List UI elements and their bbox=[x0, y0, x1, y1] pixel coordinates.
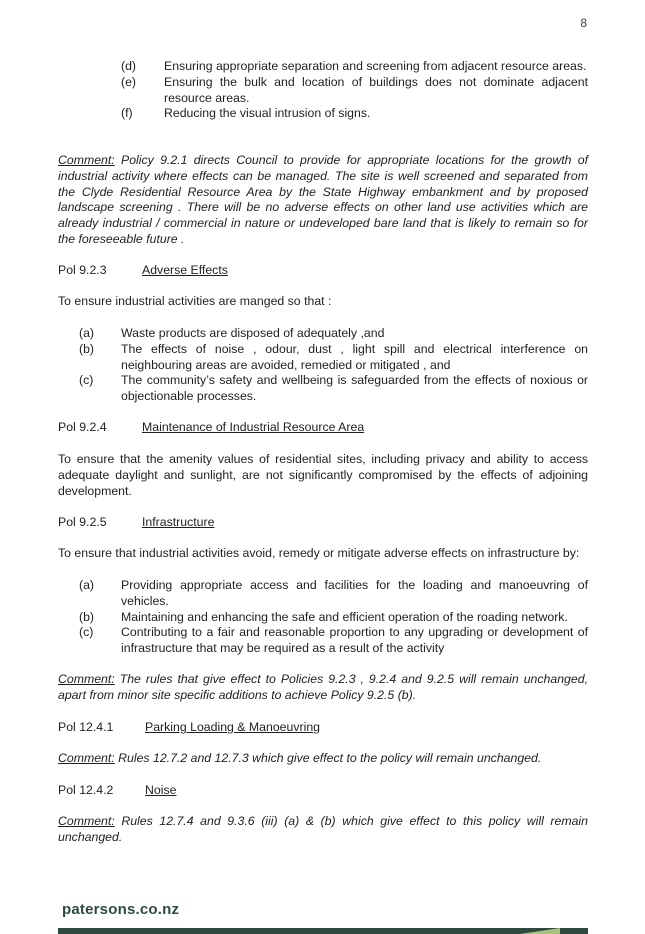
policy-number: Pol 9.2.3 bbox=[58, 263, 107, 277]
list-925 bbox=[79, 578, 588, 657]
policy-heading-1242 bbox=[58, 783, 588, 799]
list-item-label: (c) bbox=[79, 373, 94, 388]
list-item-text: Ensuring the bulk and location of buildings does not dominate adjacent resource areas. bbox=[164, 74, 588, 105]
comment-policy-921 bbox=[58, 153, 588, 248]
policy-heading-924 bbox=[58, 420, 588, 436]
policy-title: Noise bbox=[145, 783, 177, 797]
comment-text: Rules 12.7.4 and 9.3.6 (iii) (a) & (b) which give effect to this policy will remain unchanged. bbox=[58, 814, 589, 844]
comment-policies-92 bbox=[58, 672, 588, 704]
policy-number: Pol 12.4.1 bbox=[58, 720, 114, 734]
comment-policy-1242 bbox=[58, 814, 588, 846]
comment-text: Policy 9.2.1 directs Council to provide for appropriate locations for the growth of industrial activity where effects can be managed. The site is well screened and separated from the Clyde Residential Resource Area by the State Highway embankment and by proposed landscape screening . There will be no adverse effects on other land use activities which are already industrial / commercial in nature or undeveloped bare land that is likely to remain so for the foreseeable future . bbox=[58, 153, 588, 246]
page-number: 8 bbox=[580, 16, 587, 30]
list-item-label: (a) bbox=[79, 326, 95, 340]
policy-number: Pol 9.2.5 bbox=[58, 515, 107, 529]
footer-bar bbox=[58, 928, 588, 934]
list-item-text: The community’s safety and wellbeing is safeguarded from the effects of noxious or objectionable processes. bbox=[121, 373, 588, 404]
list-item-label: (b) bbox=[79, 341, 95, 356]
list-923 bbox=[79, 326, 588, 405]
footer-logo: patersons.co.nz bbox=[62, 901, 180, 918]
comment-label: Comment: bbox=[58, 672, 115, 686]
policy-title: Parking Loading & Manoeuvring bbox=[145, 720, 321, 734]
list-item-label: (e) bbox=[121, 74, 137, 89]
list-item bbox=[79, 625, 588, 657]
list-item bbox=[121, 59, 588, 75]
list-d-f bbox=[121, 59, 588, 122]
list-item-text: Providing appropriate access and facilities for the loading and manoeuvring of vehicles. bbox=[121, 578, 588, 608]
comment-label: Comment: bbox=[58, 751, 115, 765]
policy-heading-1241 bbox=[58, 720, 588, 736]
list-item-label: (d) bbox=[121, 59, 137, 73]
list-item-text: Reducing the visual intrusion of signs. bbox=[164, 106, 371, 121]
list-item bbox=[79, 373, 588, 405]
list-item bbox=[79, 578, 588, 610]
policy-number: Pol 9.2.4 bbox=[58, 420, 107, 434]
list-item bbox=[121, 75, 588, 107]
list-item-label: (a) bbox=[79, 578, 95, 592]
policy-heading-925 bbox=[58, 515, 588, 531]
policy-925-intro: To ensure that industrial activities avoid, remedy or mitigate adverse effects on infrastructure by: bbox=[58, 546, 580, 560]
comment-text: Rules 12.7.2 and 12.7.3 which give effect to the policy will remain unchanged. bbox=[118, 751, 542, 765]
list-item bbox=[79, 610, 588, 626]
list-item bbox=[121, 106, 588, 122]
list-item-label: (b) bbox=[79, 609, 95, 624]
list-item-text: Contributing to a fair and reasonable proportion to any upgrading or development of infrastructure that may be required as a result of the activity bbox=[121, 625, 588, 656]
policy-title: Adverse Effects bbox=[142, 263, 228, 277]
list-item-text: The effects of noise , odour, dust , light spill and electrical interference on neighbouring areas are avoided, remedied or mitigated , and bbox=[121, 341, 588, 372]
comment-text: The rules that give effect to Policies 9.2.3 , 9.2.4 and 9.2.5 will remain unchanged, apart from minor site specific additions to achieve Policy 9.2.5 (b). bbox=[58, 672, 588, 702]
footer-accent bbox=[520, 928, 560, 934]
policy-number: Pol 12.4.2 bbox=[58, 783, 114, 797]
policy-924-text: To ensure that the amenity values of residential sites, including privacy and ability to access adequate daylight and sunlight, are not significantly compromised by the effects of adjoining development. bbox=[58, 452, 588, 498]
list-item-text: Maintaining and enhancing the safe and efficient operation of the roading network. bbox=[121, 609, 568, 624]
list-item bbox=[79, 342, 588, 374]
policy-923-intro: To ensure industrial activities are manged so that : bbox=[58, 294, 332, 308]
list-item-label: (c) bbox=[79, 625, 94, 640]
policy-heading-923 bbox=[58, 263, 588, 279]
list-item-text: Ensuring appropriate separation and screening from adjacent resource areas. bbox=[164, 59, 587, 73]
comment-policy-1241 bbox=[58, 751, 588, 767]
list-item-text: Waste products are disposed of adequately ,and bbox=[121, 326, 385, 340]
list-item-label: (f) bbox=[121, 106, 133, 121]
policy-title: Infrastructure bbox=[142, 515, 215, 529]
policy-title: Maintenance of Industrial Resource Area bbox=[142, 420, 365, 434]
comment-label: Comment: bbox=[58, 153, 115, 167]
comment-label: Comment: bbox=[58, 814, 115, 828]
list-item bbox=[79, 326, 588, 342]
